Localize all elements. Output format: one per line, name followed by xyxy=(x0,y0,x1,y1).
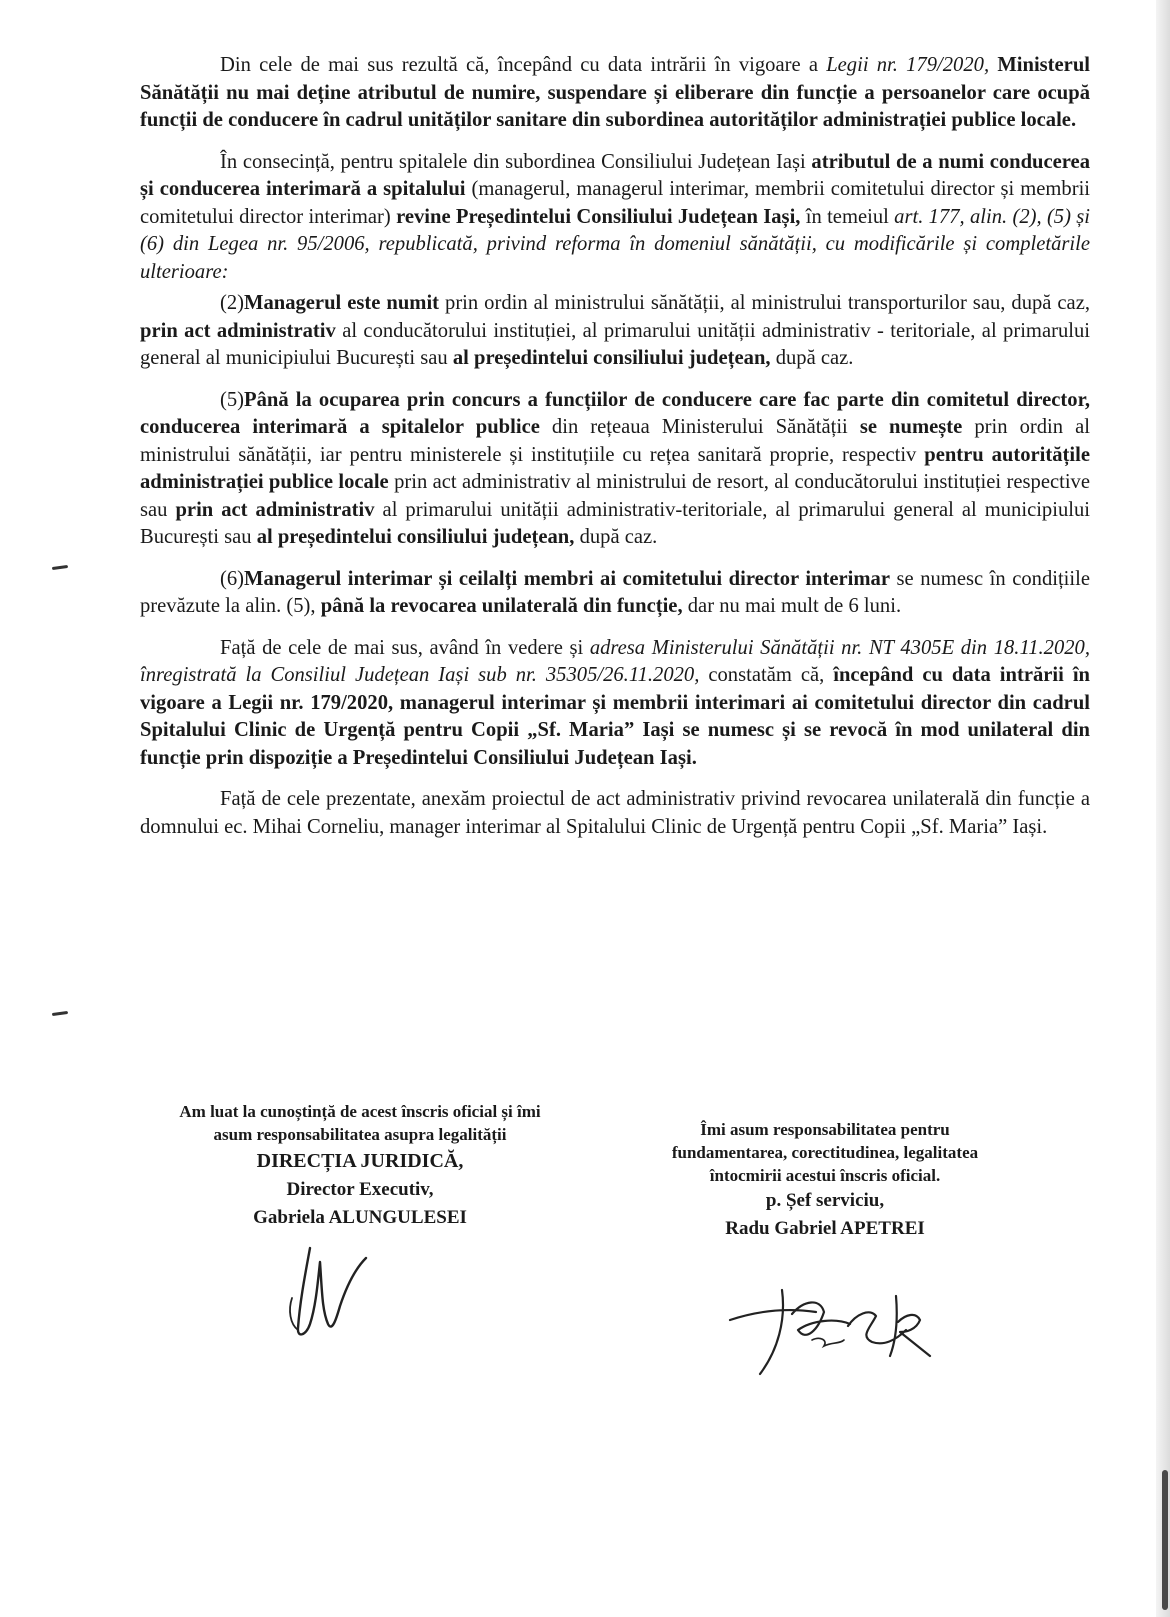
signatory-name: Radu Gabriel APETREI xyxy=(725,1218,925,1239)
p3-bold-2: prin act administrativ xyxy=(140,319,336,342)
p4-bold-2: se numește xyxy=(859,416,963,438)
p5-text-1: se numesc în condițiile prevăzute la alin. (5), xyxy=(140,567,1090,617)
p4-text-1: din rețeaua Ministerului Sănătății xyxy=(539,416,860,438)
signature-block-left xyxy=(140,1100,580,1232)
department-name: DIRECȚIA JURIDICĂ, xyxy=(256,1150,464,1172)
paragraph-2 xyxy=(140,149,1090,287)
signatory-role: Director Executiv, xyxy=(286,1179,434,1200)
p4-bold-4: prin act administrativ xyxy=(175,498,375,521)
document-body xyxy=(140,52,1090,841)
p2-bold-1: atributul de a numi conducerea și conducerea interimară a spitalului xyxy=(140,150,1090,200)
handwritten-signature-right xyxy=(720,1270,940,1390)
p5-bold-1: Managerul interimar și ceilalți membri ai comitetului director interimar xyxy=(244,567,890,590)
p4-text-5: după caz. xyxy=(574,526,658,548)
paragraph-1 xyxy=(140,52,1090,135)
p2-bold-2: revine Președintelui Consiliului Județean Iași, xyxy=(396,205,801,228)
acknowledgement-line-2: asum responsabilitatea asupra legalității xyxy=(213,1125,507,1144)
p1-bold: Ministerul Sănătății nu mai deține atributul de numire, suspendare și eliberare din funcție a persoanelor care ocupă funcții de conducere în cadrul unităților sanitare din subordinea autorităților administrației publice locale. xyxy=(140,54,1090,131)
margin-mark xyxy=(52,565,68,570)
paragraph-3 xyxy=(140,290,1090,373)
p2-law-ref: art. 177, alin. (2), (5) și (6) din Legea nr. 95/2006, republicată, privind reforma în domeniul sănătății, cu modificările și completările ulterioare: xyxy=(140,205,1090,283)
p6-text-2: constatăm că, xyxy=(699,664,834,686)
signature-block-right xyxy=(630,1118,1020,1243)
p3-text-1: prin ordin al ministrului sănătății, al ministrului transporturilor sau, după caz, xyxy=(439,292,1090,314)
p2-text-2: (managerul, managerul interimar, membrii comitetului director și membrii comitetului director interimar) xyxy=(140,178,1091,228)
p4-text-2: prin ordin al ministrului sănătății, iar pentru ministerele și instituțiile cu rețea sanitară proprie, respectiv xyxy=(140,416,1090,466)
paragraph-5 xyxy=(140,566,1090,621)
p4-num: (5) xyxy=(220,388,245,411)
p2-text-1: În consecință, pentru spitalele din subordinea Consiliului Județean Iași xyxy=(220,150,812,173)
p1-law-ref: Legii nr. 179/2020, xyxy=(826,54,990,76)
scrollbar-thumb[interactable] xyxy=(1162,1470,1168,1610)
signatory-role: p. Șef serviciu, xyxy=(765,1190,885,1211)
p3-bold-3: al președintelui consiliului județean, xyxy=(452,347,771,369)
responsibility-line-2: fundamentarea, corectitudinea, legalitatea xyxy=(671,1143,979,1162)
responsibility-line-1: Îmi asum responsabilitatea pentru xyxy=(700,1120,950,1139)
p6-bold: începând cu data intrării în vigoare a Legii nr. 179/2020, managerul interimar și membrii interimari ai comitetului director din cadrul Spitalului Clinic de Urgență pentru Copii „Sf. Maria” Iași se numesc și se revocă în mod unilateral din funcție prin dispoziție a Președintelui Consiliului Județean Iași. xyxy=(140,664,1090,769)
margin-mark xyxy=(52,1011,68,1016)
paragraph-4 xyxy=(140,387,1090,552)
p3-text-3: după caz. xyxy=(770,347,854,369)
p4-bold-1: Până la ocuparea prin concurs a funcțiilor de conducere care fac parte din comitetul director, conducerea interimară a spitalelor publice xyxy=(140,388,1090,438)
p5-text-2: dar nu mai mult de 6 luni. xyxy=(682,595,902,617)
p1-text: Din cele de mai sus rezultă că, începând cu data intrării în vigoare a xyxy=(220,54,827,76)
p4-bold-3: pentru autoritățile administrației publice locale xyxy=(140,443,1090,493)
paragraph-7 xyxy=(140,786,1090,841)
handwritten-signature-left xyxy=(270,1240,390,1350)
p3-text-2: al conducătorului instituției, al primarului unității administrativ - teritoriale, al primarului general al municipiului București sau xyxy=(140,319,1090,369)
p5-bold-2: până la revocarea unilaterală din funcție, xyxy=(320,595,683,617)
p5-num: (6) xyxy=(220,567,245,590)
acknowledgement-line-1: Am luat la cunoștință de acest înscris oficial și îmi xyxy=(179,1102,541,1121)
p6-text-1: Față de cele de mai sus, având în vedere și xyxy=(220,636,590,659)
p6-address-ref: adresa Ministerului Sănătății nr. NT 4305E din 18.11.2020, înregistrată la Consiliul Județean Iași sub nr. 35305/26.11.2020, xyxy=(140,636,1090,686)
paragraph-6 xyxy=(140,635,1090,773)
responsibility-line-3: întocmirii acestui înscris oficial. xyxy=(709,1166,941,1185)
page-edge xyxy=(1156,0,1170,1617)
p2-text-3: în temeiul xyxy=(800,205,895,228)
p4-text-3: prin act administrativ al ministrului de resort, al conducătorului instituției respective sau xyxy=(140,471,1090,521)
p3-num: (2) xyxy=(220,292,245,314)
p4-text-4: al primarului unității administrativ-teritoriale, al primarului general al municipiului București sau xyxy=(140,498,1090,548)
signatory-name: Gabriela ALUNGULESEI xyxy=(253,1207,467,1228)
p7-text: Față de cele prezentate, anexăm proiectul de act administrativ privind revocarea unilaterală din funcție a domnului ec. Mihai Corneliu, manager interimar al Spitalului Clinic de Urgență pentru Copii „Sf. Maria” Iași. xyxy=(140,788,1090,838)
p3-bold-1: Managerul este numit xyxy=(244,292,440,314)
p4-bold-5: al președintelui consiliului județean, xyxy=(256,526,575,548)
